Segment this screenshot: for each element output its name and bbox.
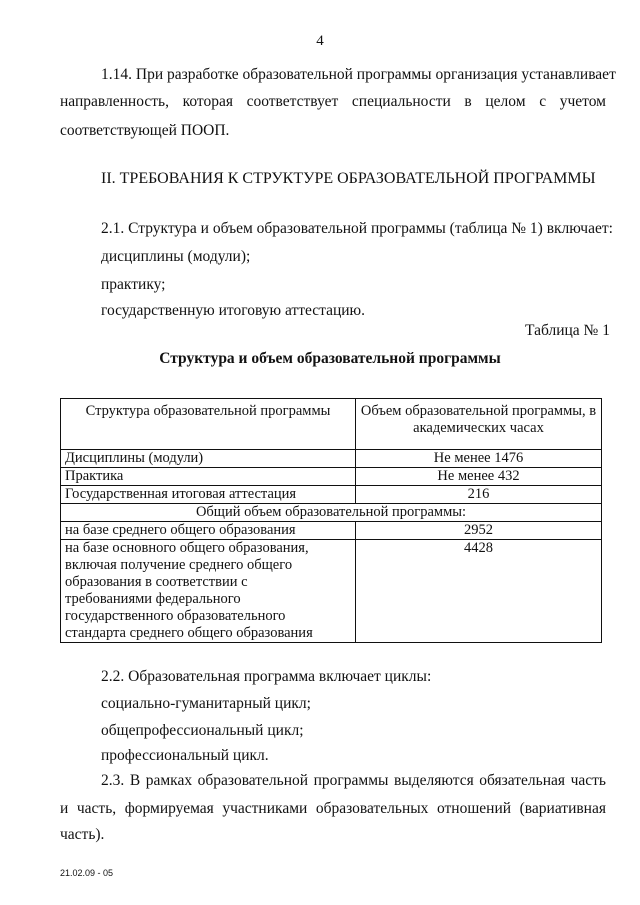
paragraph-2-3-line-1: 2.3. В рамках образовательной программы выделяются обязательная часть bbox=[101, 772, 606, 789]
paragraph-1-14-line-2: направленность, которая соответствует специальности в целом с учетом bbox=[60, 93, 606, 110]
table-row bbox=[61, 450, 602, 468]
table-span-row bbox=[61, 504, 602, 522]
table-cell: Не менее 1476 bbox=[356, 450, 602, 468]
table-row bbox=[61, 468, 602, 486]
table-cell: 4428 bbox=[356, 540, 602, 643]
table-row bbox=[61, 522, 602, 540]
table-header-cell: Объем образовательной программы, в академических часах bbox=[356, 399, 602, 450]
list-item: профессиональный цикл. bbox=[101, 747, 269, 764]
paragraph-2-1-intro: 2.1. Структура и объем образовательной программы (таблица № 1) включает: bbox=[101, 220, 613, 237]
paragraph-2-3-line-3: часть). bbox=[60, 826, 105, 843]
list-item: практику; bbox=[101, 276, 166, 293]
table-cell: Общий объем образовательной программы: bbox=[61, 504, 602, 522]
table-cell: Дисциплины (модули) bbox=[61, 450, 356, 468]
table-cell: Не менее 432 bbox=[356, 468, 602, 486]
paragraph-2-3-line-2: и часть, формируемая участниками образовательных отношений (вариативная bbox=[60, 800, 606, 817]
table-row bbox=[61, 540, 602, 643]
table-row bbox=[61, 486, 602, 504]
list-item: социально-гуманитарный цикл; bbox=[101, 695, 311, 712]
paragraph-1-14-line-1: 1.14. При разработке образовательной программы организация устанавливает bbox=[101, 66, 616, 83]
table-title: Структура и объем образовательной программы bbox=[159, 350, 501, 367]
table-cell: на базе основного общего образования, включая получение среднего общего образования в соответствии с требованиями федерального государственного образовательного стандарта среднего общего образования bbox=[61, 540, 356, 643]
paragraph-1-14-line-3: соответствующей ПООП. bbox=[60, 122, 230, 139]
program-structure-table bbox=[60, 398, 602, 643]
list-item: государственную итоговую аттестацию. bbox=[101, 302, 366, 319]
section-heading: II. ТРЕБОВАНИЯ К СТРУКТУРЕ ОБРАЗОВАТЕЛЬНОЙ ПРОГРАММЫ bbox=[101, 170, 596, 187]
table-cell: Государственная итоговая аттестация bbox=[61, 486, 356, 504]
list-item: общепрофессиональный цикл; bbox=[101, 722, 304, 739]
table-cell: 2952 bbox=[356, 522, 602, 540]
table-cell: на базе среднего общего образования bbox=[61, 522, 356, 540]
table-cell: 216 bbox=[356, 486, 602, 504]
table-caption: Таблица № 1 bbox=[525, 322, 610, 339]
paragraph-2-2-intro: 2.2. Образовательная программа включает циклы: bbox=[101, 668, 432, 685]
document-code: 21.02.09 - 05 bbox=[60, 868, 114, 878]
table-header-row bbox=[61, 399, 602, 450]
table-header-cell: Структура образовательной программы bbox=[61, 399, 356, 450]
list-item: дисциплины (модули); bbox=[101, 248, 251, 265]
table-cell: Практика bbox=[61, 468, 356, 486]
page-number: 4 bbox=[316, 33, 324, 49]
